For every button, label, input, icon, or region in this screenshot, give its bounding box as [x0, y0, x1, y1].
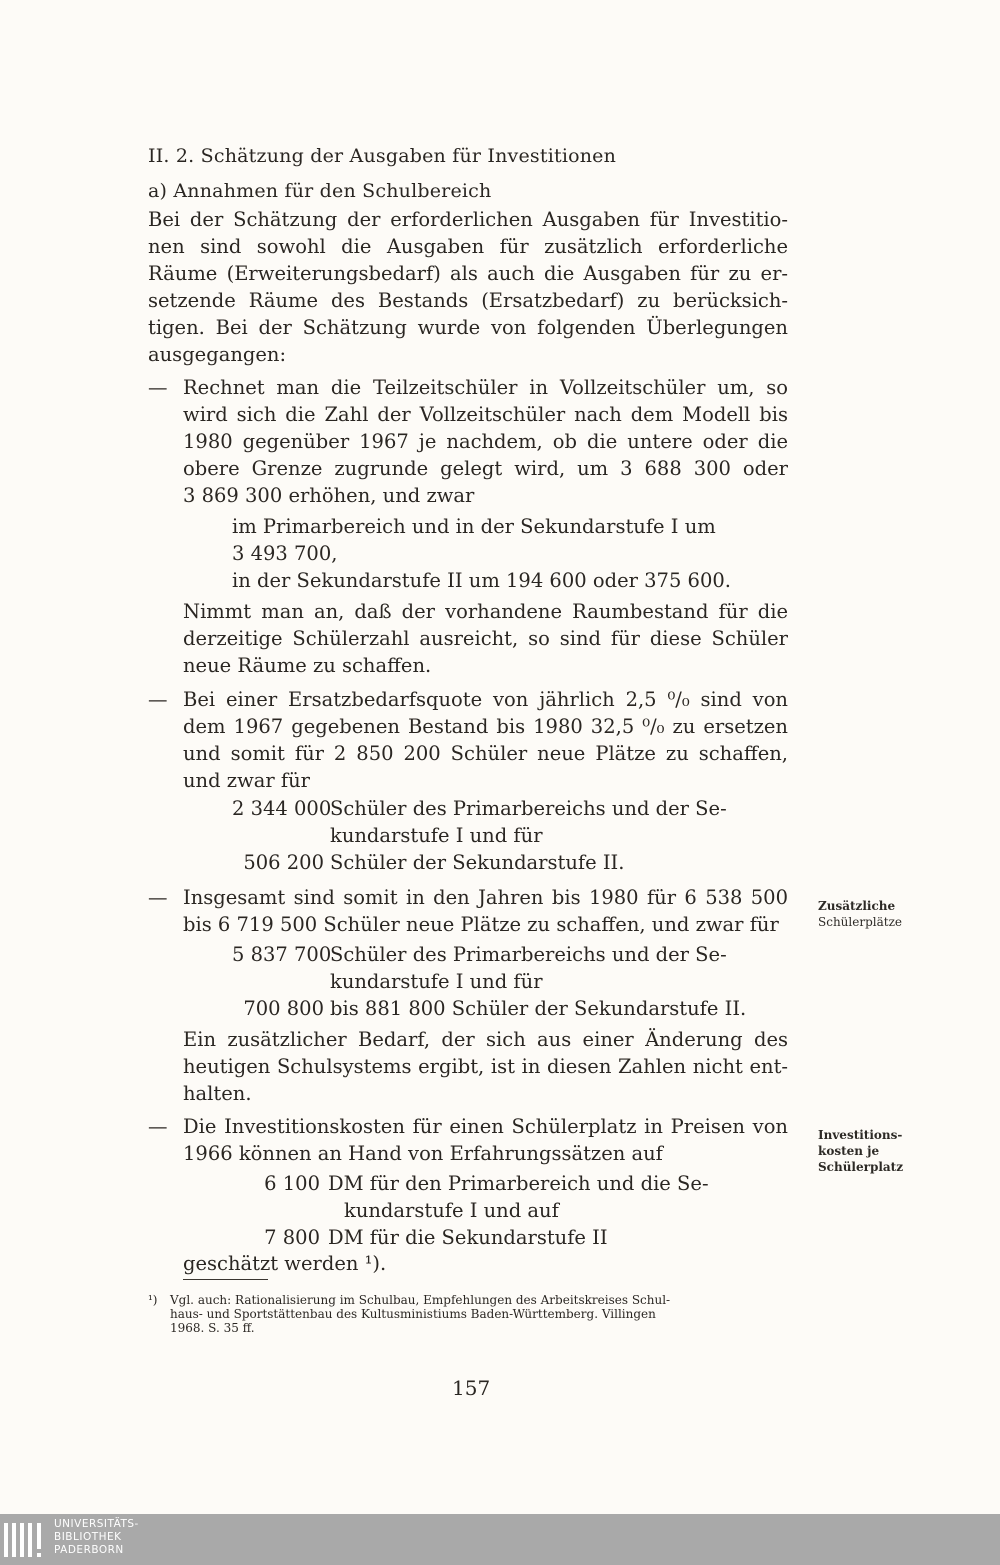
- text-line: in der Sekundarstufe II um 194 600 oder 375 600.: [232, 569, 731, 592]
- text-line: ausgegangen:: [148, 343, 287, 366]
- margin-note-line: kosten je: [818, 1144, 880, 1158]
- text-line: bis 881 800 Schüler der Sekundarstufe II.: [330, 997, 747, 1020]
- margin-note-investitionskosten: [818, 1127, 903, 1175]
- library-footer: [0, 1514, 1000, 1565]
- text-line: setzende Räume des Bestands (Ersatzbedarf) zu berücksich-: [148, 289, 788, 312]
- library-name-line: UNIVERSITÄTS-: [54, 1518, 139, 1530]
- text-line: bis 6 719 500 Schüler neue Plätze zu schaffen, und zwar für: [183, 913, 779, 936]
- number-cell: 506 200: [243, 851, 324, 874]
- section-subheading: a) Annahmen für den Schulbereich: [148, 180, 492, 202]
- dash-bullet: —: [148, 1115, 168, 1138]
- text-line: kundarstufe I und auf: [344, 1199, 559, 1222]
- footnote-divider: [183, 1279, 268, 1280]
- text-line: Bei der Schätzung der erforderlichen Ausgaben für Investitio-: [148, 208, 788, 231]
- library-name-line: PADERBORN: [54, 1544, 124, 1556]
- text-line: im Primarbereich und in der Sekundarstufe I um: [232, 515, 716, 538]
- text-line: Räume (Erweiterungsbedarf) als auch die Ausgaben für zu er-: [148, 262, 788, 285]
- text-line: geschätzt werden ¹).: [183, 1252, 387, 1275]
- text-line: halten.: [183, 1082, 252, 1105]
- library-name-line: BIBLIOTHEK: [54, 1531, 122, 1543]
- dash-bullet: —: [148, 886, 168, 909]
- text-line: neue Räume zu schaffen.: [183, 654, 432, 677]
- text-line: kundarstufe I und für: [330, 970, 543, 993]
- margin-note-line: Schülerplatz: [818, 1160, 904, 1174]
- text-line: tigen. Bei der Schätzung wurde von folgenden Überlegungen: [148, 316, 788, 339]
- text-line: Schüler des Primarbereichs und der Se-: [330, 943, 727, 966]
- text-line: 3 493 700,: [232, 542, 338, 565]
- text-line: Nimmt man an, daß der vorhandene Raumbestand für die: [183, 600, 788, 623]
- library-logo-icon: [4, 1519, 44, 1561]
- text-line: kundarstufe I und für: [330, 824, 543, 847]
- dash-bullet: —: [148, 688, 168, 711]
- text-line: Ein zusätzlicher Bedarf, der sich aus einer Änderung des: [183, 1028, 788, 1051]
- text-line: Insgesamt sind somit in den Jahren bis 1980 für 6 538 500: [183, 886, 788, 909]
- margin-note-zusaetzliche: [818, 898, 902, 930]
- section-heading: II. 2. Schätzung der Ausgaben für Investitionen: [148, 145, 617, 167]
- text-line: Rechnet man die Teilzeitschüler in Vollzeitschüler um, so: [183, 376, 788, 399]
- text-line: DM für den Primarbereich und die Se-: [328, 1172, 709, 1195]
- page-number: 157: [452, 1376, 491, 1400]
- text-line: nen sind sowohl die Ausgaben für zusätzlich erforderliche: [148, 235, 788, 258]
- number-cell: 6 100: [264, 1172, 320, 1195]
- number-cell: 700 800: [243, 997, 324, 1020]
- text-line: Die Investitionskosten für einen Schülerplatz in Preisen von: [183, 1115, 788, 1138]
- footnote-line: 1968. S. 35 ff.: [170, 1321, 255, 1335]
- text-line: DM für die Sekundarstufe II: [328, 1226, 608, 1249]
- dash-bullet: —: [148, 376, 168, 399]
- margin-note-line: Investitions-: [818, 1128, 903, 1142]
- text-line: und somit für 2 850 200 Schüler neue Plätze zu schaffen,: [183, 742, 788, 765]
- margin-note-line: Zusätzliche: [818, 899, 896, 913]
- text-line: Schüler des Primarbereichs und der Se-: [330, 797, 727, 820]
- text-line: und zwar für: [183, 769, 311, 792]
- library-name: [54, 1518, 139, 1557]
- number-cell: 2 344 000: [232, 797, 332, 820]
- text-line: derzeitige Schülerzahl ausreicht, so sind für diese Schüler: [183, 627, 788, 650]
- text-line: 1980 gegenüber 1967 je nachdem, ob die untere oder die: [183, 430, 788, 453]
- text-line: dem 1967 gegebenen Bestand bis 1980 32,5 ⁰/₀ zu ersetzen: [183, 715, 788, 738]
- number-cell: 5 837 700: [232, 943, 332, 966]
- text-line: wird sich die Zahl der Vollzeitschüler nach dem Modell bis: [183, 403, 788, 426]
- footnote-marker: ¹): [148, 1293, 158, 1307]
- margin-note-line: Schülerplätze: [818, 915, 902, 929]
- text-line: Bei einer Ersatzbedarfsquote von jährlich 2,5 ⁰/₀ sind von: [183, 688, 788, 711]
- text-line: obere Grenze zugrunde gelegt wird, um 3 688 300 oder: [183, 457, 788, 480]
- text-line: Schüler der Sekundarstufe II.: [330, 851, 625, 874]
- text-line: 3 869 300 erhöhen, und zwar: [183, 484, 475, 507]
- footnote-line: Vgl. auch: Rationalisierung im Schulbau, Empfehlungen des Arbeitskreises Schul-: [170, 1293, 671, 1307]
- text-line: 1966 können an Hand von Erfahrungssätzen auf: [183, 1142, 663, 1165]
- text-line: heutigen Schulsystems ergibt, ist in diesen Zahlen nicht ent-: [183, 1055, 788, 1078]
- footnote-line: haus- und Sportstättenbau des Kultusministiums Baden-Württemberg. Villingen: [170, 1307, 656, 1321]
- number-cell: 7 800: [264, 1226, 320, 1249]
